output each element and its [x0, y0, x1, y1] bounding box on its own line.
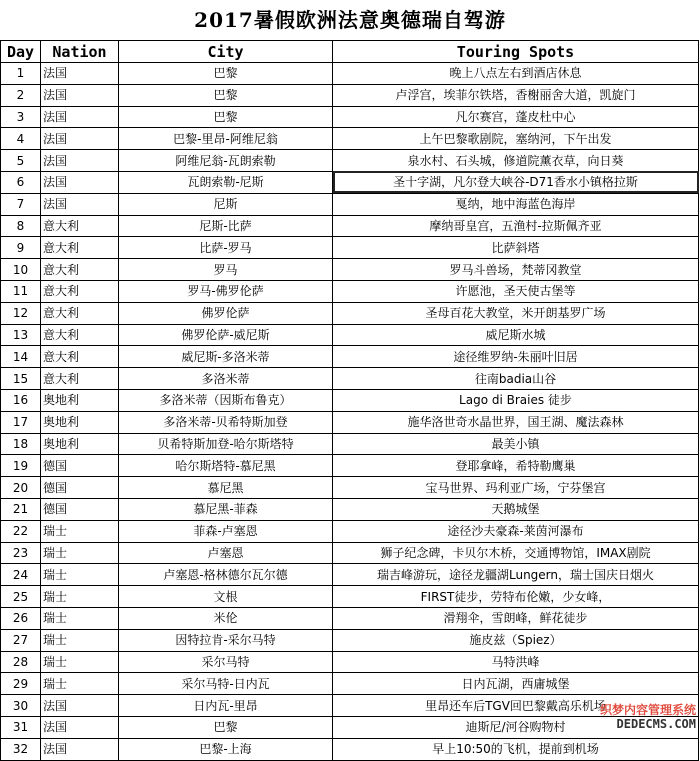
table-row[interactable] [1, 84, 699, 106]
header-nation: Nation [41, 41, 119, 63]
touring-spots-cell[interactable]: 比萨斜塔 [333, 237, 699, 259]
table-row[interactable] [1, 564, 699, 586]
day-cell[interactable]: 14 [1, 346, 41, 368]
table-row[interactable] [1, 411, 699, 433]
nation-cell[interactable]: 瑞士 [41, 629, 119, 651]
touring-spots-cell[interactable]: 瑞吉峰游玩，途径龙疆湖Lungern，瑞士国庆日烟火 [333, 564, 699, 586]
nation-cell[interactable]: 瑞士 [41, 520, 119, 542]
city-cell[interactable]: 威尼斯-多洛米蒂 [119, 346, 333, 368]
city-cell[interactable]: 巴黎 [119, 63, 333, 85]
day-cell[interactable]: 12 [1, 302, 41, 324]
city-cell[interactable]: 多洛米蒂（因斯布鲁克） [119, 389, 333, 411]
touring-spots-cell[interactable]: 里昂还车后TGV回巴黎戴高乐机场 [333, 695, 699, 717]
day-cell[interactable]: 2 [1, 84, 41, 106]
city-cell[interactable]: 贝希特斯加登-哈尔斯塔特 [119, 433, 333, 455]
city-cell[interactable]: 阿维尼翁-瓦朗索勒 [119, 150, 333, 172]
day-cell[interactable]: 1 [1, 63, 41, 85]
day-cell[interactable]: 3 [1, 106, 41, 128]
day-cell[interactable]: 29 [1, 673, 41, 695]
touring-spots-cell[interactable]: 迪斯尼/河谷购物村 [333, 716, 699, 738]
nation-cell[interactable]: 意大利 [41, 259, 119, 281]
touring-spots-cell[interactable]: 卢浮宫，埃菲尔铁塔，香榭丽舍大道，凯旋门 [333, 84, 699, 106]
day-cell[interactable]: 31 [1, 716, 41, 738]
nation-cell[interactable]: 意大利 [41, 280, 119, 302]
touring-spots-cell[interactable]: 日内瓦湖，西庸城堡 [333, 673, 699, 695]
table-row[interactable] [1, 673, 699, 695]
day-cell[interactable]: 25 [1, 586, 41, 608]
table-row[interactable] [1, 346, 699, 368]
city-cell[interactable]: 采尔马特-日内瓦 [119, 673, 333, 695]
touring-spots-cell[interactable]: Lago di Braies 徒步 [333, 389, 699, 411]
city-cell[interactable]: 巴黎-上海 [119, 738, 333, 760]
nation-cell[interactable]: 法国 [41, 128, 119, 150]
day-cell[interactable]: 5 [1, 150, 41, 172]
day-cell[interactable]: 23 [1, 542, 41, 564]
touring-spots-cell[interactable]: FIRST徒步，劳特布伦嫩，少女峰， [333, 586, 699, 608]
touring-spots-cell[interactable]: 泉水村、石头城，修道院薰衣草，向日葵 [333, 150, 699, 172]
table-row[interactable] [1, 607, 699, 629]
table-row[interactable] [1, 629, 699, 651]
nation-cell[interactable]: 瑞士 [41, 542, 119, 564]
touring-spots-cell[interactable]: 宝马世界、玛利亚广场，宁芬堡宫 [333, 477, 699, 499]
touring-spots-cell[interactable]: 戛纳，地中海蓝色海岸 [333, 193, 699, 215]
touring-spots-cell[interactable]: 晚上八点左右到酒店休息 [333, 63, 699, 85]
nation-cell[interactable]: 法国 [41, 738, 119, 760]
day-cell[interactable]: 9 [1, 237, 41, 259]
city-cell[interactable]: 佛罗伦萨 [119, 302, 333, 324]
day-cell[interactable]: 6 [1, 171, 41, 193]
day-cell[interactable]: 26 [1, 607, 41, 629]
nation-cell[interactable]: 法国 [41, 150, 119, 172]
city-cell[interactable]: 罗马 [119, 259, 333, 281]
nation-cell[interactable]: 德国 [41, 477, 119, 499]
city-cell[interactable]: 巴黎-里昂-阿维尼翁 [119, 128, 333, 150]
touring-spots-cell[interactable]: 登耶拿峰，希特勒鹰巢 [333, 455, 699, 477]
day-cell[interactable]: 16 [1, 389, 41, 411]
table-row[interactable] [1, 455, 699, 477]
city-cell[interactable]: 慕尼黑-菲森 [119, 498, 333, 520]
table-row[interactable] [1, 542, 699, 564]
touring-spots-cell[interactable]: 许愿池，圣天使古堡等 [333, 280, 699, 302]
touring-spots-cell[interactable]: 往南badia山谷 [333, 368, 699, 390]
city-cell[interactable]: 罗马-佛罗伦萨 [119, 280, 333, 302]
nation-cell[interactable]: 法国 [41, 716, 119, 738]
city-cell[interactable]: 采尔马特 [119, 651, 333, 673]
day-cell[interactable]: 4 [1, 128, 41, 150]
day-cell[interactable]: 11 [1, 280, 41, 302]
touring-spots-cell[interactable]: 滑翔伞，雪朗峰，鲜花徒步 [333, 607, 699, 629]
city-cell[interactable]: 卢塞恩 [119, 542, 333, 564]
table-row[interactable] [1, 389, 699, 411]
table-row[interactable] [1, 106, 699, 128]
touring-spots-cell[interactable]: 施皮兹（Spiez） [333, 629, 699, 651]
day-cell[interactable]: 18 [1, 433, 41, 455]
touring-spots-cell[interactable]: 上午巴黎歌剧院，塞纳河，下午出发 [333, 128, 699, 150]
itinerary-table [0, 40, 699, 761]
city-cell[interactable]: 比萨-罗马 [119, 237, 333, 259]
city-cell[interactable]: 哈尔斯塔特-慕尼黑 [119, 455, 333, 477]
day-cell[interactable]: 7 [1, 193, 41, 215]
city-cell[interactable]: 尼斯-比萨 [119, 215, 333, 237]
touring-spots-cell[interactable]: 圣母百花大教堂，米开朗基罗广场 [333, 302, 699, 324]
table-row[interactable] [1, 171, 699, 193]
watermark-url: DEDECMS.COM [616, 717, 696, 731]
header-touring-spots: Touring Spots [333, 41, 699, 63]
nation-cell[interactable]: 意大利 [41, 237, 119, 259]
touring-spots-cell[interactable]: 途径维罗纳-朱丽叶旧居 [333, 346, 699, 368]
table-row[interactable] [1, 215, 699, 237]
header-city: City [119, 41, 333, 63]
city-cell[interactable]: 瓦朗索勒-尼斯 [119, 171, 333, 193]
nation-cell[interactable]: 德国 [41, 455, 119, 477]
nation-cell[interactable]: 意大利 [41, 324, 119, 346]
city-cell[interactable]: 巴黎 [119, 84, 333, 106]
nation-cell[interactable]: 意大利 [41, 368, 119, 390]
page-title: 2017暑假欧洲法意奥德瑞自驾游 [194, 8, 506, 32]
nation-cell[interactable]: 德国 [41, 498, 119, 520]
touring-spots-cell[interactable]: 施华洛世奇水晶世界，国王湖、魔法森林 [333, 411, 699, 433]
touring-spots-cell[interactable]: 凡尔赛宫，蓬皮杜中心 [333, 106, 699, 128]
nation-cell[interactable]: 瑞士 [41, 673, 119, 695]
city-cell[interactable]: 多洛米蒂-贝希特斯加登 [119, 411, 333, 433]
touring-spots-cell[interactable]: 摩纳哥皇宫，五渔村-拉斯佩齐亚 [333, 215, 699, 237]
touring-spots-cell[interactable]: 途径沙夫豪森-莱茵河瀑布 [333, 520, 699, 542]
table-row[interactable] [1, 63, 699, 85]
watermark [600, 703, 696, 731]
table-row[interactable] [1, 498, 699, 520]
table-row[interactable] [1, 237, 699, 259]
table-row[interactable] [1, 477, 699, 499]
day-cell[interactable]: 10 [1, 259, 41, 281]
table-row[interactable] [1, 433, 699, 455]
touring-spots-cell[interactable]: 马特洪峰 [333, 651, 699, 673]
nation-cell[interactable]: 意大利 [41, 302, 119, 324]
day-cell[interactable]: 20 [1, 477, 41, 499]
table-row[interactable] [1, 651, 699, 673]
table-row[interactable] [1, 586, 699, 608]
city-cell[interactable]: 因特拉肯-采尔马特 [119, 629, 333, 651]
nation-cell[interactable]: 奥地利 [41, 389, 119, 411]
nation-cell[interactable]: 瑞士 [41, 651, 119, 673]
table-row[interactable] [1, 128, 699, 150]
day-cell[interactable]: 28 [1, 651, 41, 673]
city-cell[interactable]: 巴黎 [119, 716, 333, 738]
table-row[interactable] [1, 368, 699, 390]
header-row [1, 41, 699, 63]
city-cell[interactable]: 菲森-卢塞恩 [119, 520, 333, 542]
city-cell[interactable]: 巴黎 [119, 106, 333, 128]
touring-spots-cell[interactable]: 罗马斗兽场，梵蒂冈教堂 [333, 259, 699, 281]
touring-spots-cell[interactable]: 最美小镇 [333, 433, 699, 455]
nation-cell[interactable]: 法国 [41, 171, 119, 193]
nation-cell[interactable]: 法国 [41, 106, 119, 128]
day-cell[interactable]: 8 [1, 215, 41, 237]
day-cell[interactable]: 15 [1, 368, 41, 390]
city-cell[interactable]: 尼斯 [119, 193, 333, 215]
watermark-title: 织梦内容管理系统 [599, 703, 696, 717]
city-cell[interactable]: 米伦 [119, 607, 333, 629]
city-cell[interactable]: 卢塞恩-格林德尔瓦尔德 [119, 564, 333, 586]
day-cell[interactable]: 19 [1, 455, 41, 477]
day-cell[interactable]: 13 [1, 324, 41, 346]
table-row[interactable] [1, 193, 699, 215]
nation-cell[interactable]: 瑞士 [41, 564, 119, 586]
table-row[interactable] [1, 280, 699, 302]
table-row[interactable] [1, 738, 699, 760]
nation-cell[interactable]: 瑞士 [41, 586, 119, 608]
touring-spots-cell[interactable]: 天鹅城堡 [333, 498, 699, 520]
day-cell[interactable]: 22 [1, 520, 41, 542]
table-row[interactable] [1, 695, 699, 717]
nation-cell[interactable]: 法国 [41, 84, 119, 106]
touring-spots-cell[interactable]: 早上10:50的飞机，提前到机场 [333, 738, 699, 760]
day-cell[interactable]: 32 [1, 738, 41, 760]
touring-spots-cell[interactable]: 圣十字湖，凡尔登大峡谷-D71香水小镇格拉斯 [333, 171, 699, 193]
day-cell[interactable]: 27 [1, 629, 41, 651]
day-cell[interactable]: 24 [1, 564, 41, 586]
day-cell[interactable]: 17 [1, 411, 41, 433]
nation-cell[interactable]: 奥地利 [41, 411, 119, 433]
city-cell[interactable]: 佛罗伦萨-威尼斯 [119, 324, 333, 346]
table-row[interactable] [1, 259, 699, 281]
nation-cell[interactable]: 意大利 [41, 346, 119, 368]
table-row[interactable] [1, 324, 699, 346]
day-cell[interactable]: 30 [1, 695, 41, 717]
nation-cell[interactable]: 法国 [41, 63, 119, 85]
nation-cell[interactable]: 法国 [41, 193, 119, 215]
city-cell[interactable]: 慕尼黑 [119, 477, 333, 499]
touring-spots-cell[interactable]: 狮子纪念碑，卡贝尔木桥，交通博物馆，IMAX剧院 [333, 542, 699, 564]
nation-cell[interactable]: 奥地利 [41, 433, 119, 455]
day-cell[interactable]: 21 [1, 498, 41, 520]
header-day: Day [1, 41, 41, 63]
table-row[interactable] [1, 150, 699, 172]
table-row[interactable] [1, 520, 699, 542]
city-cell[interactable]: 多洛米蒂 [119, 368, 333, 390]
nation-cell[interactable]: 意大利 [41, 215, 119, 237]
city-cell[interactable]: 文根 [119, 586, 333, 608]
city-cell[interactable]: 日内瓦-里昂 [119, 695, 333, 717]
touring-spots-cell[interactable]: 威尼斯水城 [333, 324, 699, 346]
nation-cell[interactable]: 瑞士 [41, 607, 119, 629]
table-row[interactable] [1, 302, 699, 324]
nation-cell[interactable]: 法国 [41, 695, 119, 717]
